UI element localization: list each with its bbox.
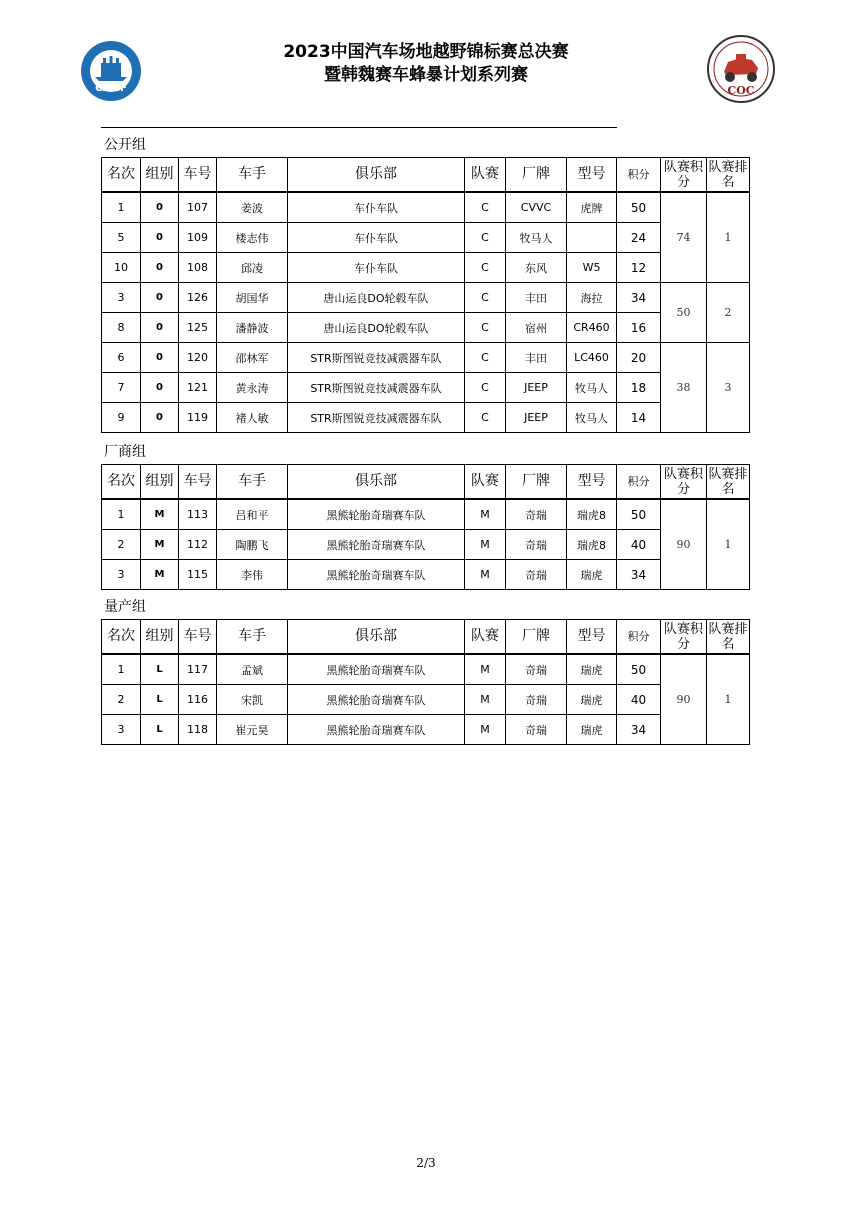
camf-logo	[79, 39, 143, 103]
cell-rank: 7	[102, 373, 141, 403]
cell-car-no: 108	[179, 253, 217, 283]
cell-points: 34	[617, 560, 661, 590]
cell-car-no: 121	[179, 373, 217, 403]
page-subtitle: 暨韩魏赛车蜂暴计划系列赛	[324, 65, 528, 85]
table-row	[102, 192, 750, 223]
col-class: 组别	[141, 158, 179, 193]
cell-club: STR斯图锐竞技减震器车队	[288, 343, 465, 373]
col-team-type: 队赛	[465, 158, 506, 193]
cell-rank: 1	[102, 499, 141, 530]
cell-team-type: C	[465, 223, 506, 253]
cell-car-no: 119	[179, 403, 217, 433]
cell-brand: 东风	[506, 253, 567, 283]
cell-car-no: 109	[179, 223, 217, 253]
group-label-open: 公开组	[104, 137, 146, 153]
cell-team-type: C	[465, 313, 506, 343]
cell-brand: 奇瑞	[506, 499, 567, 530]
cell-rank: 1	[102, 654, 141, 685]
cell-team-type: M	[465, 685, 506, 715]
cell-points: 14	[617, 403, 661, 433]
table-row	[102, 530, 750, 560]
cell-club: 黑熊轮胎奇瑞赛车队	[288, 715, 465, 745]
cell-model: 瑞虎	[567, 685, 617, 715]
cell-driver: 胡国华	[217, 283, 288, 313]
col-model: 型号	[567, 620, 617, 655]
col-team-rank: 队赛排名	[707, 465, 750, 500]
cell-club: 黑熊轮胎奇瑞赛车队	[288, 654, 465, 685]
cell-points: 50	[617, 499, 661, 530]
cell-points: 12	[617, 253, 661, 283]
col-brand: 厂牌	[506, 158, 567, 193]
cell-rank: 6	[102, 343, 141, 373]
cell-team-rank: 1	[707, 192, 750, 283]
cell-brand: 奇瑞	[506, 715, 567, 745]
cell-class: M	[141, 530, 179, 560]
col-team-type: 队赛	[465, 620, 506, 655]
cell-team-type: C	[465, 283, 506, 313]
cell-model: 瑞虎8	[567, 499, 617, 530]
cell-driver: 吕和平	[217, 499, 288, 530]
page-title: 2023中国汽车场地越野锦标赛总决赛	[283, 42, 569, 62]
cell-rank: 3	[102, 283, 141, 313]
table-row	[102, 403, 750, 433]
col-driver: 车手	[217, 465, 288, 500]
cell-rank: 5	[102, 223, 141, 253]
cell-model: 牧马人	[567, 403, 617, 433]
cell-brand: JEEP	[506, 373, 567, 403]
col-brand: 厂牌	[506, 620, 567, 655]
cell-class: 0	[141, 313, 179, 343]
cell-team-type: C	[465, 253, 506, 283]
table-header-row	[102, 465, 750, 500]
results-table-production	[101, 619, 750, 745]
cell-team-type: C	[465, 373, 506, 403]
cell-driver: 陶鹏飞	[217, 530, 288, 560]
cell-points: 50	[617, 192, 661, 223]
cell-car-no: 120	[179, 343, 217, 373]
cell-car-no: 125	[179, 313, 217, 343]
col-rank: 名次	[102, 465, 141, 500]
header-rule	[101, 127, 617, 128]
table-row	[102, 373, 750, 403]
col-team-points: 队赛积分	[661, 465, 707, 500]
cell-model	[567, 223, 617, 253]
cell-team-type: C	[465, 192, 506, 223]
cell-brand: CVVC	[506, 192, 567, 223]
cell-rank: 3	[102, 715, 141, 745]
cell-driver: 孟斌	[217, 654, 288, 685]
cell-points: 18	[617, 373, 661, 403]
col-club: 俱乐部	[288, 465, 465, 500]
cell-car-no: 117	[179, 654, 217, 685]
results-table-open	[101, 157, 750, 433]
cell-driver: 姜波	[217, 192, 288, 223]
cell-class: L	[141, 715, 179, 745]
col-team-rank: 队赛排名	[707, 620, 750, 655]
col-team-points: 队赛积分	[661, 620, 707, 655]
cell-class: 0	[141, 373, 179, 403]
col-team-type: 队赛	[465, 465, 506, 500]
cell-club: 唐山运良DO轮毂车队	[288, 313, 465, 343]
col-class: 组别	[141, 465, 179, 500]
cell-driver: 李伟	[217, 560, 288, 590]
cell-car-no: 126	[179, 283, 217, 313]
cell-driver: 邱凌	[217, 253, 288, 283]
col-rank: 名次	[102, 158, 141, 193]
cell-points: 40	[617, 530, 661, 560]
cell-brand: 奇瑞	[506, 654, 567, 685]
cell-points: 16	[617, 313, 661, 343]
table-row	[102, 654, 750, 685]
table-row	[102, 685, 750, 715]
cell-club: 车仆车队	[288, 253, 465, 283]
group-label-manufacturer: 厂商组	[104, 444, 146, 460]
cell-class: L	[141, 685, 179, 715]
cell-driver: 潘静波	[217, 313, 288, 343]
cell-club: 车仆车队	[288, 223, 465, 253]
cell-class: L	[141, 654, 179, 685]
cell-club: 黑熊轮胎奇瑞赛车队	[288, 499, 465, 530]
table-row	[102, 715, 750, 745]
cell-car-no: 112	[179, 530, 217, 560]
table-row	[102, 499, 750, 530]
cell-class: 0	[141, 192, 179, 223]
cell-rank: 3	[102, 560, 141, 590]
cell-brand: 丰田	[506, 343, 567, 373]
cell-car-no: 107	[179, 192, 217, 223]
cell-car-no: 118	[179, 715, 217, 745]
cell-club: STR斯图锐竞技减震器车队	[288, 403, 465, 433]
cell-model: 瑞虎8	[567, 530, 617, 560]
cell-model: 瑞虎	[567, 715, 617, 745]
col-brand: 厂牌	[506, 465, 567, 500]
cell-driver: 邵林军	[217, 343, 288, 373]
cell-car-no: 115	[179, 560, 217, 590]
cell-car-no: 113	[179, 499, 217, 530]
col-car-no: 车号	[179, 465, 217, 500]
cell-club: 黑熊轮胎奇瑞赛车队	[288, 685, 465, 715]
cell-points: 40	[617, 685, 661, 715]
cell-team-points: 90	[661, 654, 707, 745]
table-header-row	[102, 158, 750, 193]
col-points: 积分	[617, 465, 661, 500]
col-car-no: 车号	[179, 620, 217, 655]
cell-points: 24	[617, 223, 661, 253]
cell-class: 0	[141, 223, 179, 253]
cell-team-rank: 1	[707, 654, 750, 745]
table-row	[102, 253, 750, 283]
col-car-no: 车号	[179, 158, 217, 193]
col-driver: 车手	[217, 158, 288, 193]
table-row	[102, 223, 750, 253]
cell-team-points: 38	[661, 343, 707, 433]
cell-team-type: M	[465, 715, 506, 745]
cell-model: 瑞虎	[567, 560, 617, 590]
cell-points: 50	[617, 654, 661, 685]
table-row	[102, 313, 750, 343]
cell-rank: 2	[102, 530, 141, 560]
cell-team-rank: 1	[707, 499, 750, 590]
cell-rank: 1	[102, 192, 141, 223]
col-driver: 车手	[217, 620, 288, 655]
col-points: 积分	[617, 158, 661, 193]
cell-team-points: 90	[661, 499, 707, 590]
cell-driver: 崔元昊	[217, 715, 288, 745]
cell-club: 黑熊轮胎奇瑞赛车队	[288, 530, 465, 560]
cell-rank: 10	[102, 253, 141, 283]
coc-logo-text: COC	[727, 84, 755, 97]
cell-model: CR460	[567, 313, 617, 343]
page-number: 2/3	[416, 1156, 436, 1170]
cell-model: LC460	[567, 343, 617, 373]
cell-model: W5	[567, 253, 617, 283]
cell-team-type: M	[465, 499, 506, 530]
camf-logo-text: CAMF	[95, 83, 127, 94]
cell-club: 唐山运良DO轮毂车队	[288, 283, 465, 313]
cell-rank: 9	[102, 403, 141, 433]
cell-class: M	[141, 499, 179, 530]
cell-brand: JEEP	[506, 403, 567, 433]
table-row	[102, 560, 750, 590]
col-model: 型号	[567, 465, 617, 500]
col-model: 型号	[567, 158, 617, 193]
cell-team-type: C	[465, 403, 506, 433]
table-row	[102, 343, 750, 373]
table-row	[102, 283, 750, 313]
col-team-points: 队赛积分	[661, 158, 707, 193]
cell-model: 瑞虎	[567, 654, 617, 685]
cell-club: 车仆车队	[288, 192, 465, 223]
cell-class: 0	[141, 343, 179, 373]
cell-team-type: M	[465, 654, 506, 685]
col-club: 俱乐部	[288, 158, 465, 193]
cell-team-rank: 2	[707, 283, 750, 343]
cell-class: 0	[141, 253, 179, 283]
cell-class: 0	[141, 283, 179, 313]
cell-driver: 褚人敏	[217, 403, 288, 433]
cell-team-points: 74	[661, 192, 707, 283]
col-points: 积分	[617, 620, 661, 655]
cell-team-type: M	[465, 530, 506, 560]
cell-model: 牧马人	[567, 373, 617, 403]
cell-brand: 奇瑞	[506, 685, 567, 715]
col-team-rank: 队赛排名	[707, 158, 750, 193]
cell-points: 20	[617, 343, 661, 373]
cell-driver: 宋凯	[217, 685, 288, 715]
cell-model: 虎牌	[567, 192, 617, 223]
cell-club: STR斯图锐竞技减震器车队	[288, 373, 465, 403]
cell-class: M	[141, 560, 179, 590]
results-table-manufacturer	[101, 464, 750, 590]
group-label-production: 量产组	[104, 599, 146, 615]
table-header-row	[102, 620, 750, 655]
cell-brand: 奇瑞	[506, 530, 567, 560]
cell-team-rank: 3	[707, 343, 750, 433]
cell-model: 海拉	[567, 283, 617, 313]
cell-club: 黑熊轮胎奇瑞赛车队	[288, 560, 465, 590]
coc-logo	[706, 34, 776, 104]
cell-brand: 奇瑞	[506, 560, 567, 590]
cell-driver: 黄永涛	[217, 373, 288, 403]
col-class: 组别	[141, 620, 179, 655]
cell-points: 34	[617, 715, 661, 745]
cell-class: 0	[141, 403, 179, 433]
cell-brand: 丰田	[506, 283, 567, 313]
col-rank: 名次	[102, 620, 141, 655]
cell-team-type: M	[465, 560, 506, 590]
cell-points: 34	[617, 283, 661, 313]
cell-rank: 8	[102, 313, 141, 343]
cell-car-no: 116	[179, 685, 217, 715]
cell-rank: 2	[102, 685, 141, 715]
cell-team-type: C	[465, 343, 506, 373]
cell-brand: 宿州	[506, 313, 567, 343]
col-club: 俱乐部	[288, 620, 465, 655]
cell-brand: 牧马人	[506, 223, 567, 253]
cell-team-points: 50	[661, 283, 707, 343]
cell-driver: 楼志伟	[217, 223, 288, 253]
